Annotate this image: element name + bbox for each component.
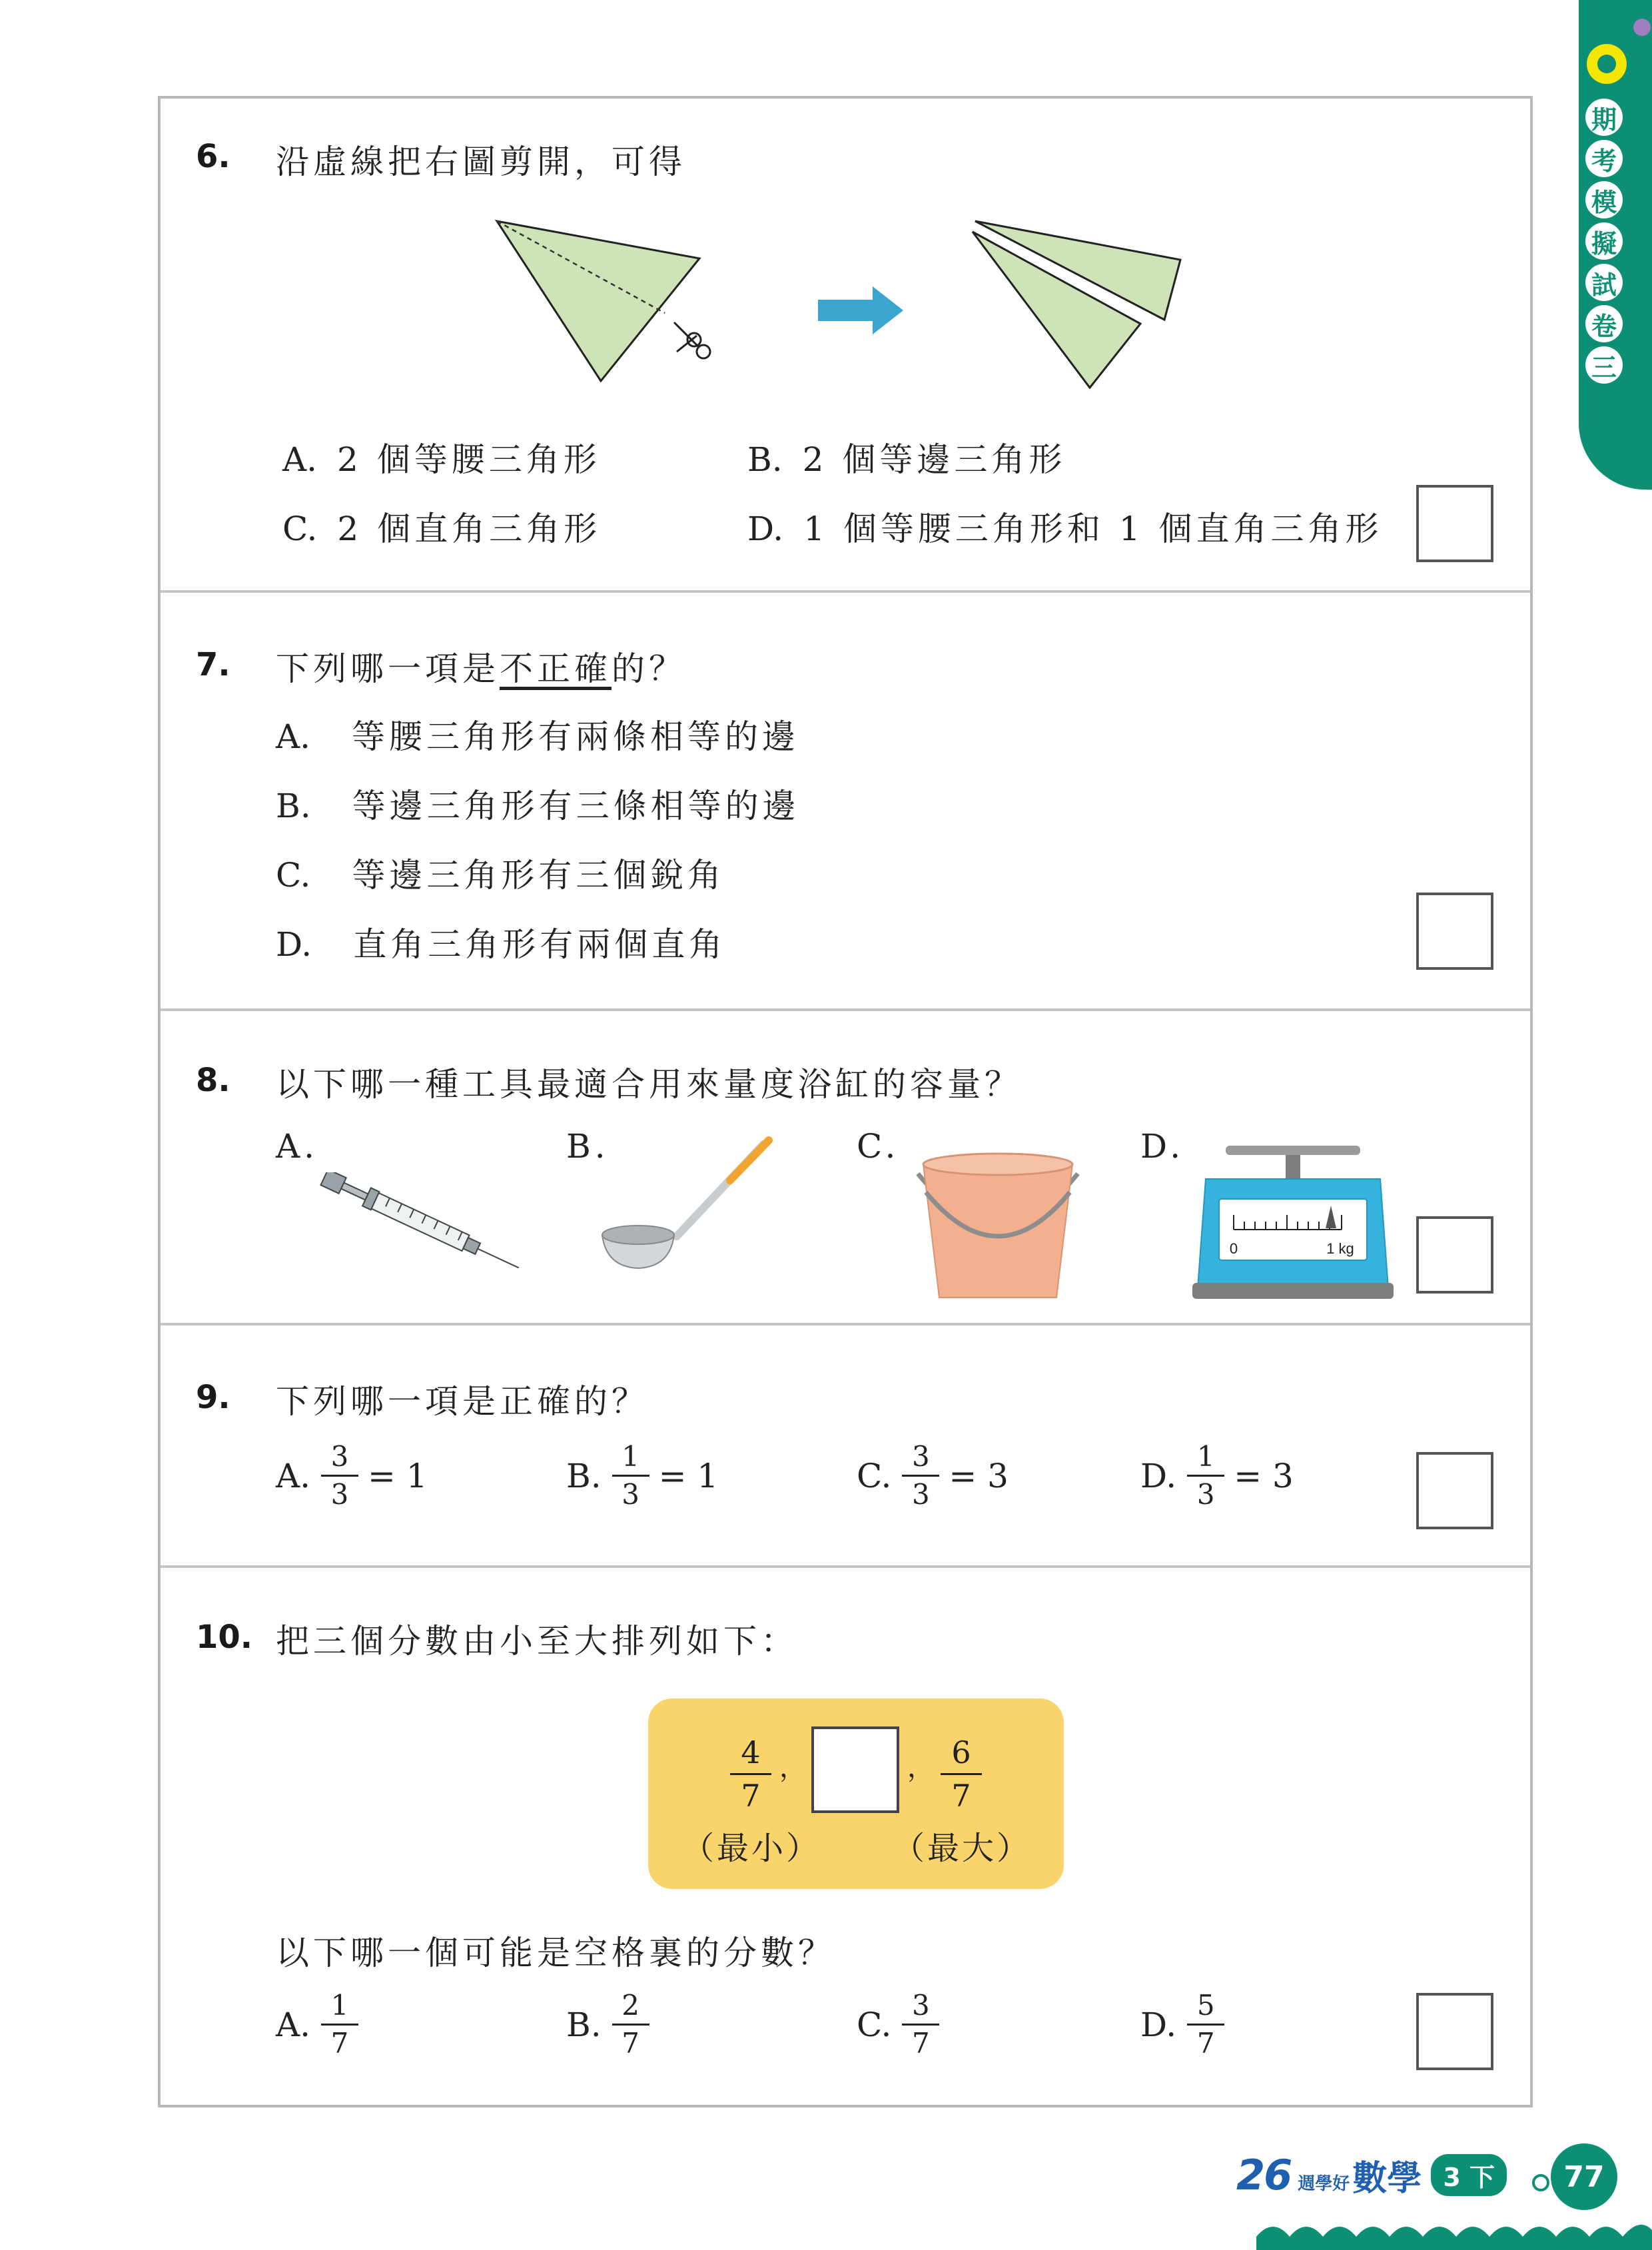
fraction: [612, 1441, 649, 1510]
numerator: 4: [741, 1734, 761, 1770]
option-c[interactable]: [276, 849, 725, 897]
denominator: 3: [330, 1478, 349, 1511]
option-letter: B.: [566, 2005, 602, 2044]
equation-rhs: = 3: [1234, 1456, 1294, 1495]
denominator: 3: [621, 1478, 639, 1511]
denominator: 7: [951, 1778, 971, 1814]
option-a[interactable]: [276, 1441, 428, 1510]
numerator: 3: [912, 1989, 930, 2022]
option-letter: B.: [747, 440, 783, 479]
option-letter: C.: [276, 856, 311, 895]
scale-max-label: 1 kg: [1326, 1240, 1354, 1257]
option-letter: B.: [276, 787, 311, 825]
brand-subject: 數學: [1352, 2159, 1422, 2199]
brand-small: 週學好: [1298, 2174, 1350, 2194]
denominator: 3: [1196, 1478, 1215, 1511]
grass-decoration: [1256, 2210, 1652, 2250]
numerator: 2: [621, 1989, 639, 2022]
option-a[interactable]: [282, 433, 601, 481]
option-d[interactable]: [1140, 1990, 1231, 2059]
fraction: [1187, 1441, 1224, 1510]
option-letter: A.: [276, 1456, 311, 1495]
option-d[interactable]: [747, 502, 1383, 550]
denominator: 3: [912, 1478, 930, 1511]
option-c-letter[interactable]: C.: [857, 1127, 900, 1166]
blank-fraction-box[interactable]: [811, 1726, 899, 1813]
question-number: 6.: [196, 138, 230, 175]
denominator: 7: [1196, 2027, 1215, 2060]
fraction-smallest: [730, 1736, 771, 1812]
answer-box[interactable]: [1416, 1216, 1493, 1294]
numerator: 1: [1196, 1440, 1215, 1473]
option-text: 等邊三角形有三個銳角: [352, 856, 725, 895]
fraction: [321, 1990, 358, 2059]
option-text: 等邊三角形有三條相等的邊: [352, 787, 800, 825]
tab-ring-icon: [1587, 44, 1627, 84]
grade-badge: 3 下: [1431, 2154, 1507, 2196]
question-number: 10.: [196, 1619, 253, 1656]
page-dot-icon: [1532, 2174, 1549, 2191]
option-letter: D.: [1140, 2005, 1177, 2044]
brand-number: 26: [1236, 2151, 1292, 2199]
question-number: 7.: [196, 646, 230, 683]
option-text: 2 個等邊三角形: [802, 440, 1066, 479]
numerator: 5: [1196, 1989, 1215, 2022]
answer-box[interactable]: [1416, 893, 1493, 970]
question-subtext: 以下哪一個可能是空格裏的分數？: [276, 1934, 835, 1972]
option-b[interactable]: [747, 433, 1066, 481]
section-divider: [161, 590, 1530, 593]
option-c[interactable]: [857, 1990, 946, 2059]
syringe-icon[interactable]: [309, 1172, 533, 1272]
section-divider: [161, 1565, 1530, 1568]
option-b[interactable]: [566, 1990, 656, 2059]
comma: ，: [907, 1752, 934, 1783]
footer-brand: [1236, 2150, 1507, 2200]
option-c[interactable]: [857, 1441, 1009, 1510]
fraction: [902, 1990, 939, 2059]
numerator: 3: [330, 1440, 349, 1473]
numerator: 1: [621, 1440, 639, 1473]
option-a-letter[interactable]: A.: [276, 1127, 319, 1166]
question-text: 下列哪一項是正確的？: [276, 1382, 649, 1421]
tab-char: 期: [1585, 99, 1623, 136]
question-number: 9.: [196, 1379, 230, 1416]
question-text-part: 的？: [612, 649, 686, 688]
fraction: [902, 1441, 939, 1510]
underlined-keyword: 不正確: [500, 649, 612, 688]
equation-rhs: = 1: [658, 1456, 719, 1495]
option-letter: C.: [282, 510, 318, 548]
option-letter: A.: [276, 2005, 311, 2044]
option-letter: D.: [276, 925, 312, 964]
option-letter: D.: [747, 510, 784, 548]
equation-rhs: = 3: [949, 1456, 1009, 1495]
question-text: 把三個分數由小至大排列如下：: [276, 1622, 798, 1661]
equation-rhs: = 1: [368, 1456, 428, 1495]
arrow-icon: [818, 284, 905, 337]
option-d-letter[interactable]: D.: [1140, 1127, 1185, 1166]
option-a[interactable]: [276, 1990, 365, 2059]
scissors-icon: [674, 322, 710, 358]
tab-char: 擬: [1585, 222, 1623, 260]
option-text: 直角三角形有兩個直角: [353, 925, 727, 964]
scale-zero-label: 0: [1229, 1240, 1238, 1257]
option-letter: C.: [857, 2005, 892, 2044]
option-c[interactable]: [282, 502, 601, 550]
tab-char: 考: [1585, 140, 1623, 177]
tab-char: 模: [1585, 181, 1623, 218]
answer-box[interactable]: [1416, 1993, 1493, 2070]
section-divider: [161, 1323, 1530, 1325]
question-text: [276, 642, 686, 690]
denominator: 7: [621, 2027, 639, 2060]
tab-dot-icon: [1633, 19, 1651, 36]
tab-char: 試: [1585, 264, 1623, 301]
cut-triangles-diagram: [967, 213, 1194, 393]
fraction: [1187, 1990, 1224, 2059]
numerator: 6: [951, 1734, 971, 1770]
page-number: 77: [1551, 2143, 1617, 2210]
fraction: [321, 1441, 358, 1510]
option-b-letter[interactable]: B.: [566, 1127, 610, 1166]
answer-box[interactable]: [1416, 1452, 1493, 1529]
option-letter: B.: [566, 1456, 602, 1495]
option-b[interactable]: [276, 779, 800, 827]
bucket-icon[interactable]: [911, 1140, 1084, 1304]
denominator: 7: [741, 1778, 761, 1814]
option-a[interactable]: [276, 710, 799, 758]
question-text: 沿虛線把右圖剪開，可得: [276, 143, 686, 181]
option-letter: A.: [282, 440, 318, 479]
option-b[interactable]: [566, 1441, 718, 1510]
option-letter: A.: [276, 717, 311, 756]
scale-icon[interactable]: [1192, 1140, 1394, 1302]
section-divider: [161, 1008, 1530, 1011]
answer-box[interactable]: [1416, 485, 1493, 562]
option-letter: C.: [857, 1456, 892, 1495]
smallest-label: （最小）: [682, 1830, 821, 1867]
largest-label: （最大）: [893, 1830, 1032, 1867]
option-d[interactable]: [276, 918, 726, 966]
numerator: 1: [330, 1989, 349, 2022]
option-d[interactable]: [1140, 1441, 1294, 1510]
option-text: 等腰三角形有兩條相等的邊: [352, 717, 800, 756]
option-letter: D.: [1140, 1456, 1177, 1495]
triangle-cut-diagram: [486, 213, 766, 386]
comma: ，: [779, 1752, 806, 1783]
ladle-icon[interactable]: [597, 1136, 783, 1276]
option-text: 2 個等腰三角形: [337, 440, 601, 479]
question-text-part: 下列哪一項是: [276, 649, 500, 688]
denominator: 7: [912, 2027, 930, 2060]
tab-char: 三: [1585, 346, 1623, 384]
question-text: 以下哪一種工具最適合用來量度浴缸的容量？: [276, 1065, 1022, 1104]
question-number: 8.: [196, 1062, 230, 1099]
option-text: 2 個直角三角形: [337, 510, 602, 548]
denominator: 7: [330, 2027, 349, 2060]
fraction-largest: [941, 1736, 982, 1812]
option-text: 1 個等腰三角形和 1 個直角三角形: [803, 510, 1383, 548]
numerator: 3: [912, 1440, 930, 1473]
tab-char: 卷: [1585, 305, 1623, 342]
fraction: [612, 1990, 649, 2059]
